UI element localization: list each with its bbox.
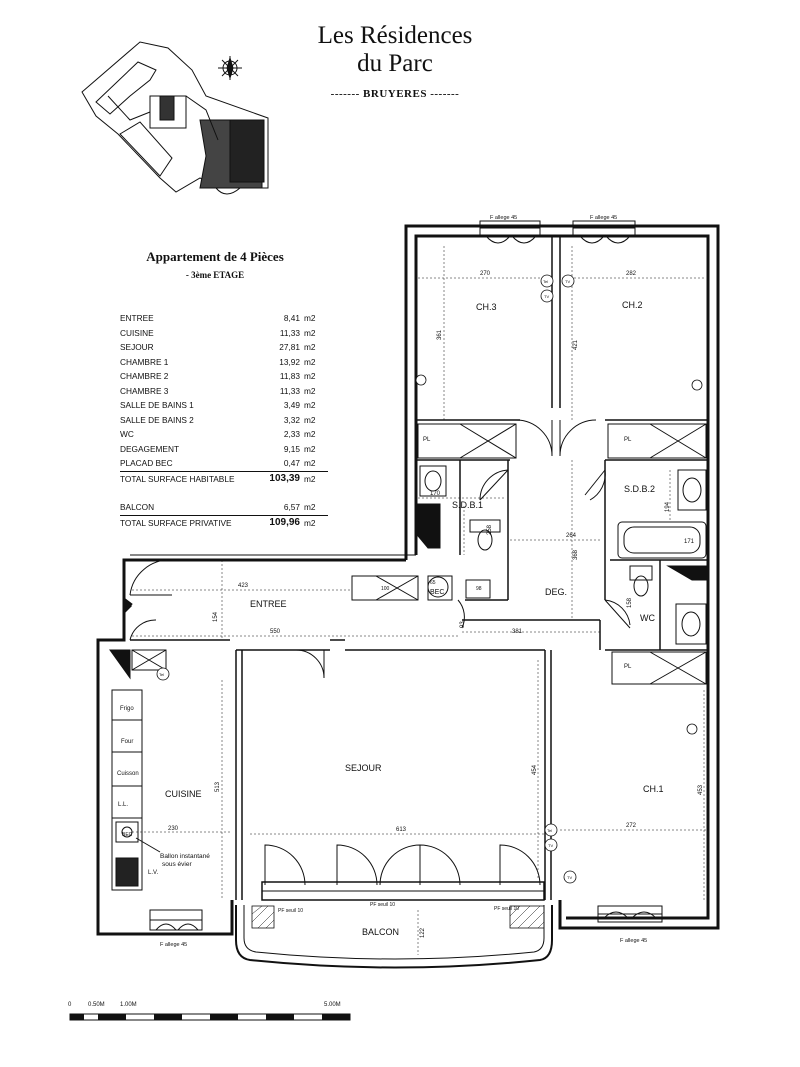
area-value: 3,32 <box>283 414 300 425</box>
room-bec-label: BEC <box>430 589 445 596</box>
area-value: 9,15 <box>283 443 300 454</box>
title-line-1: Les Résidences <box>317 22 473 49</box>
tel-label: Tel <box>543 279 549 284</box>
room-sdb2-label: S.D.B.2 <box>624 484 656 494</box>
area-unit: m2 <box>304 458 316 469</box>
area-name: CHAMBRE 1 <box>120 356 169 367</box>
area-name: ENTREE <box>120 313 154 324</box>
balcon-label: BALCON <box>120 502 155 513</box>
room-sejour-label: SEJOUR <box>345 763 382 773</box>
dim-170: 170 <box>430 491 441 497</box>
dim-154: 154 <box>213 611 219 622</box>
tv-label-2: TV <box>565 279 571 284</box>
scale-label-0: 0 <box>68 1002 72 1008</box>
area-value: 0,47 <box>283 458 300 469</box>
dim-270: 270 <box>480 271 491 277</box>
area-unit: m2 <box>304 356 316 367</box>
outlet-icon <box>687 724 697 734</box>
room-sdb1-label: S.D.B.1 <box>452 500 484 510</box>
area-value: 11,33 <box>279 327 300 338</box>
scale-bar <box>68 1002 350 1020</box>
dim-264: 264 <box>566 533 577 539</box>
area-value: 11,83 <box>279 371 300 382</box>
area-unit: m2 <box>304 327 316 338</box>
tv-label-3: TV <box>548 843 554 848</box>
dimension-lines <box>132 246 706 955</box>
fixture-ballon-line1: Ballon instantané <box>160 853 210 860</box>
area-unit: m2 <box>304 371 316 382</box>
outlet-icon <box>416 375 426 385</box>
area-value: 2,33 <box>283 429 300 440</box>
area-name: CHAMBRE 2 <box>120 371 169 382</box>
fixture-four: Four <box>121 739 134 745</box>
fixture-ll: L.L. <box>118 802 129 808</box>
room-deg-label: DEG. <box>545 587 568 597</box>
area-name: CUISINE <box>120 327 154 338</box>
area-name: SALLE DE BAINS 1 <box>120 400 194 411</box>
compass-icon <box>218 56 242 80</box>
window-label-cuisine: F allege 45 <box>160 942 188 948</box>
area-unit: m2 <box>304 414 316 425</box>
outlet-icon <box>692 380 702 390</box>
key-plan <box>82 42 268 194</box>
scale-label-050: 0.50M <box>88 1002 105 1008</box>
dim-423: 423 <box>238 583 249 589</box>
room-labels <box>165 300 664 937</box>
dim-381: 381 <box>512 629 523 635</box>
total-habitable-label: TOTAL SURFACE HABITABLE <box>120 471 260 486</box>
area-value: 8,41 <box>283 313 300 324</box>
interior-walls <box>130 236 708 900</box>
dim-513: 513 <box>215 781 221 792</box>
total-habitable-value: 103,39 <box>260 471 304 486</box>
area-unit: m2 <box>304 400 316 411</box>
kitchen-counter <box>112 690 160 890</box>
tel-label-3: Tel <box>159 672 165 677</box>
area-name: DEGAGEMENT <box>120 443 180 454</box>
door-sill-label-3: PF seuil 10 <box>494 906 520 912</box>
area-value: 11,33 <box>279 385 300 396</box>
apartment-title: Appartement de 4 Pièces <box>146 249 284 264</box>
dim-550: 550 <box>270 629 281 635</box>
door-sill-label-1: PF seuil 10 <box>278 908 304 914</box>
area-unit: m2 <box>304 342 316 353</box>
area-value: 3,49 <box>283 400 300 411</box>
dim-453: 453 <box>698 784 704 795</box>
bathroom-fixtures <box>420 466 706 644</box>
fixture-bec: BEC <box>122 832 133 838</box>
area-unit: m2 <box>304 429 316 440</box>
dim-100: 100 <box>381 586 390 592</box>
dim-98: 98 <box>476 586 482 592</box>
pl-label-3: PL <box>624 664 632 670</box>
outlets <box>157 275 702 883</box>
dim-171: 171 <box>684 539 695 545</box>
fixture-lv: L.V. <box>148 870 159 876</box>
room-entree-label: ENTREE <box>250 599 287 609</box>
dim-65: 65 <box>430 580 436 586</box>
total-privative-value: 109,96 <box>260 515 304 530</box>
door-sill-label-2: PF seuil 10 <box>370 902 396 908</box>
dimension-labels <box>168 271 704 938</box>
scale-label-100: 1.00M <box>120 1002 137 1008</box>
room-ch3-label: CH.3 <box>476 302 497 312</box>
fixture-ballon-line2: sous évier <box>162 861 192 868</box>
exterior-walls <box>98 226 718 934</box>
dim-258: 258 <box>487 524 493 535</box>
dim-93: 93 <box>460 621 466 628</box>
room-ch2-label: CH.2 <box>622 300 643 310</box>
pl-label-2: PL <box>624 437 632 443</box>
dim-613: 613 <box>396 827 407 833</box>
room-cuisine-label: CUISINE <box>165 789 202 799</box>
title-line-2: du Parc <box>357 50 433 77</box>
area-name: SALLE DE BAINS 2 <box>120 414 194 425</box>
apartment-floor: - 3ème ETAGE <box>185 270 245 280</box>
tv-label: TV <box>544 294 550 299</box>
dim-454: 454 <box>532 764 538 775</box>
placards <box>132 424 706 684</box>
pl-label-1: PL <box>423 437 431 443</box>
building-subtitle: ------- BRUYERES ------- <box>330 88 460 100</box>
scale-label-500: 5.00M <box>324 1002 341 1008</box>
dim-272: 272 <box>626 823 637 829</box>
balcon-value: 6,57 <box>283 502 300 513</box>
dim-194: 194 <box>665 501 671 512</box>
dim-230: 230 <box>168 826 179 832</box>
dim-361: 361 <box>437 329 443 340</box>
dim-122: 122 <box>420 927 426 938</box>
fixture-frigo: Frigo <box>120 706 134 712</box>
area-unit: m2 <box>304 385 316 396</box>
fixture-cuisson: Cuisson <box>117 771 139 777</box>
room-balcon-label: BALCON <box>362 927 400 937</box>
area-value: 13,92 <box>279 356 300 367</box>
area-name: PLACAD BEC <box>120 458 173 469</box>
room-wc-label: WC <box>640 613 655 623</box>
dim-368: 368 <box>573 549 579 560</box>
window-label-ch1: F allege 45 <box>620 938 648 944</box>
area-unit: m2 <box>304 443 316 454</box>
dim-158: 158 <box>627 597 633 608</box>
total-habitable-unit: m2 <box>304 471 328 486</box>
room-ch1-label: CH.1 <box>643 784 664 794</box>
area-value: 27,81 <box>279 342 300 353</box>
balcon-unit: m2 <box>304 502 316 513</box>
area-name: WC <box>120 429 134 440</box>
tv-label-4: TV <box>567 875 573 880</box>
total-privative-label: TOTAL SURFACE PRIVATIVE <box>120 515 260 530</box>
area-unit: m2 <box>304 313 316 324</box>
sejour-french-doors <box>262 845 544 900</box>
window-label-ch2: F allege 45 <box>590 215 618 221</box>
area-name: CHAMBRE 3 <box>120 385 169 396</box>
dim-421: 421 <box>573 339 579 350</box>
total-privative-unit: m2 <box>304 515 328 530</box>
dim-282: 282 <box>626 271 637 277</box>
window-label-ch3: F allege 45 <box>490 215 518 221</box>
area-name: SEJOUR <box>120 342 154 353</box>
fixture-labels <box>117 215 647 948</box>
tel-label-2: Tel <box>547 828 553 833</box>
